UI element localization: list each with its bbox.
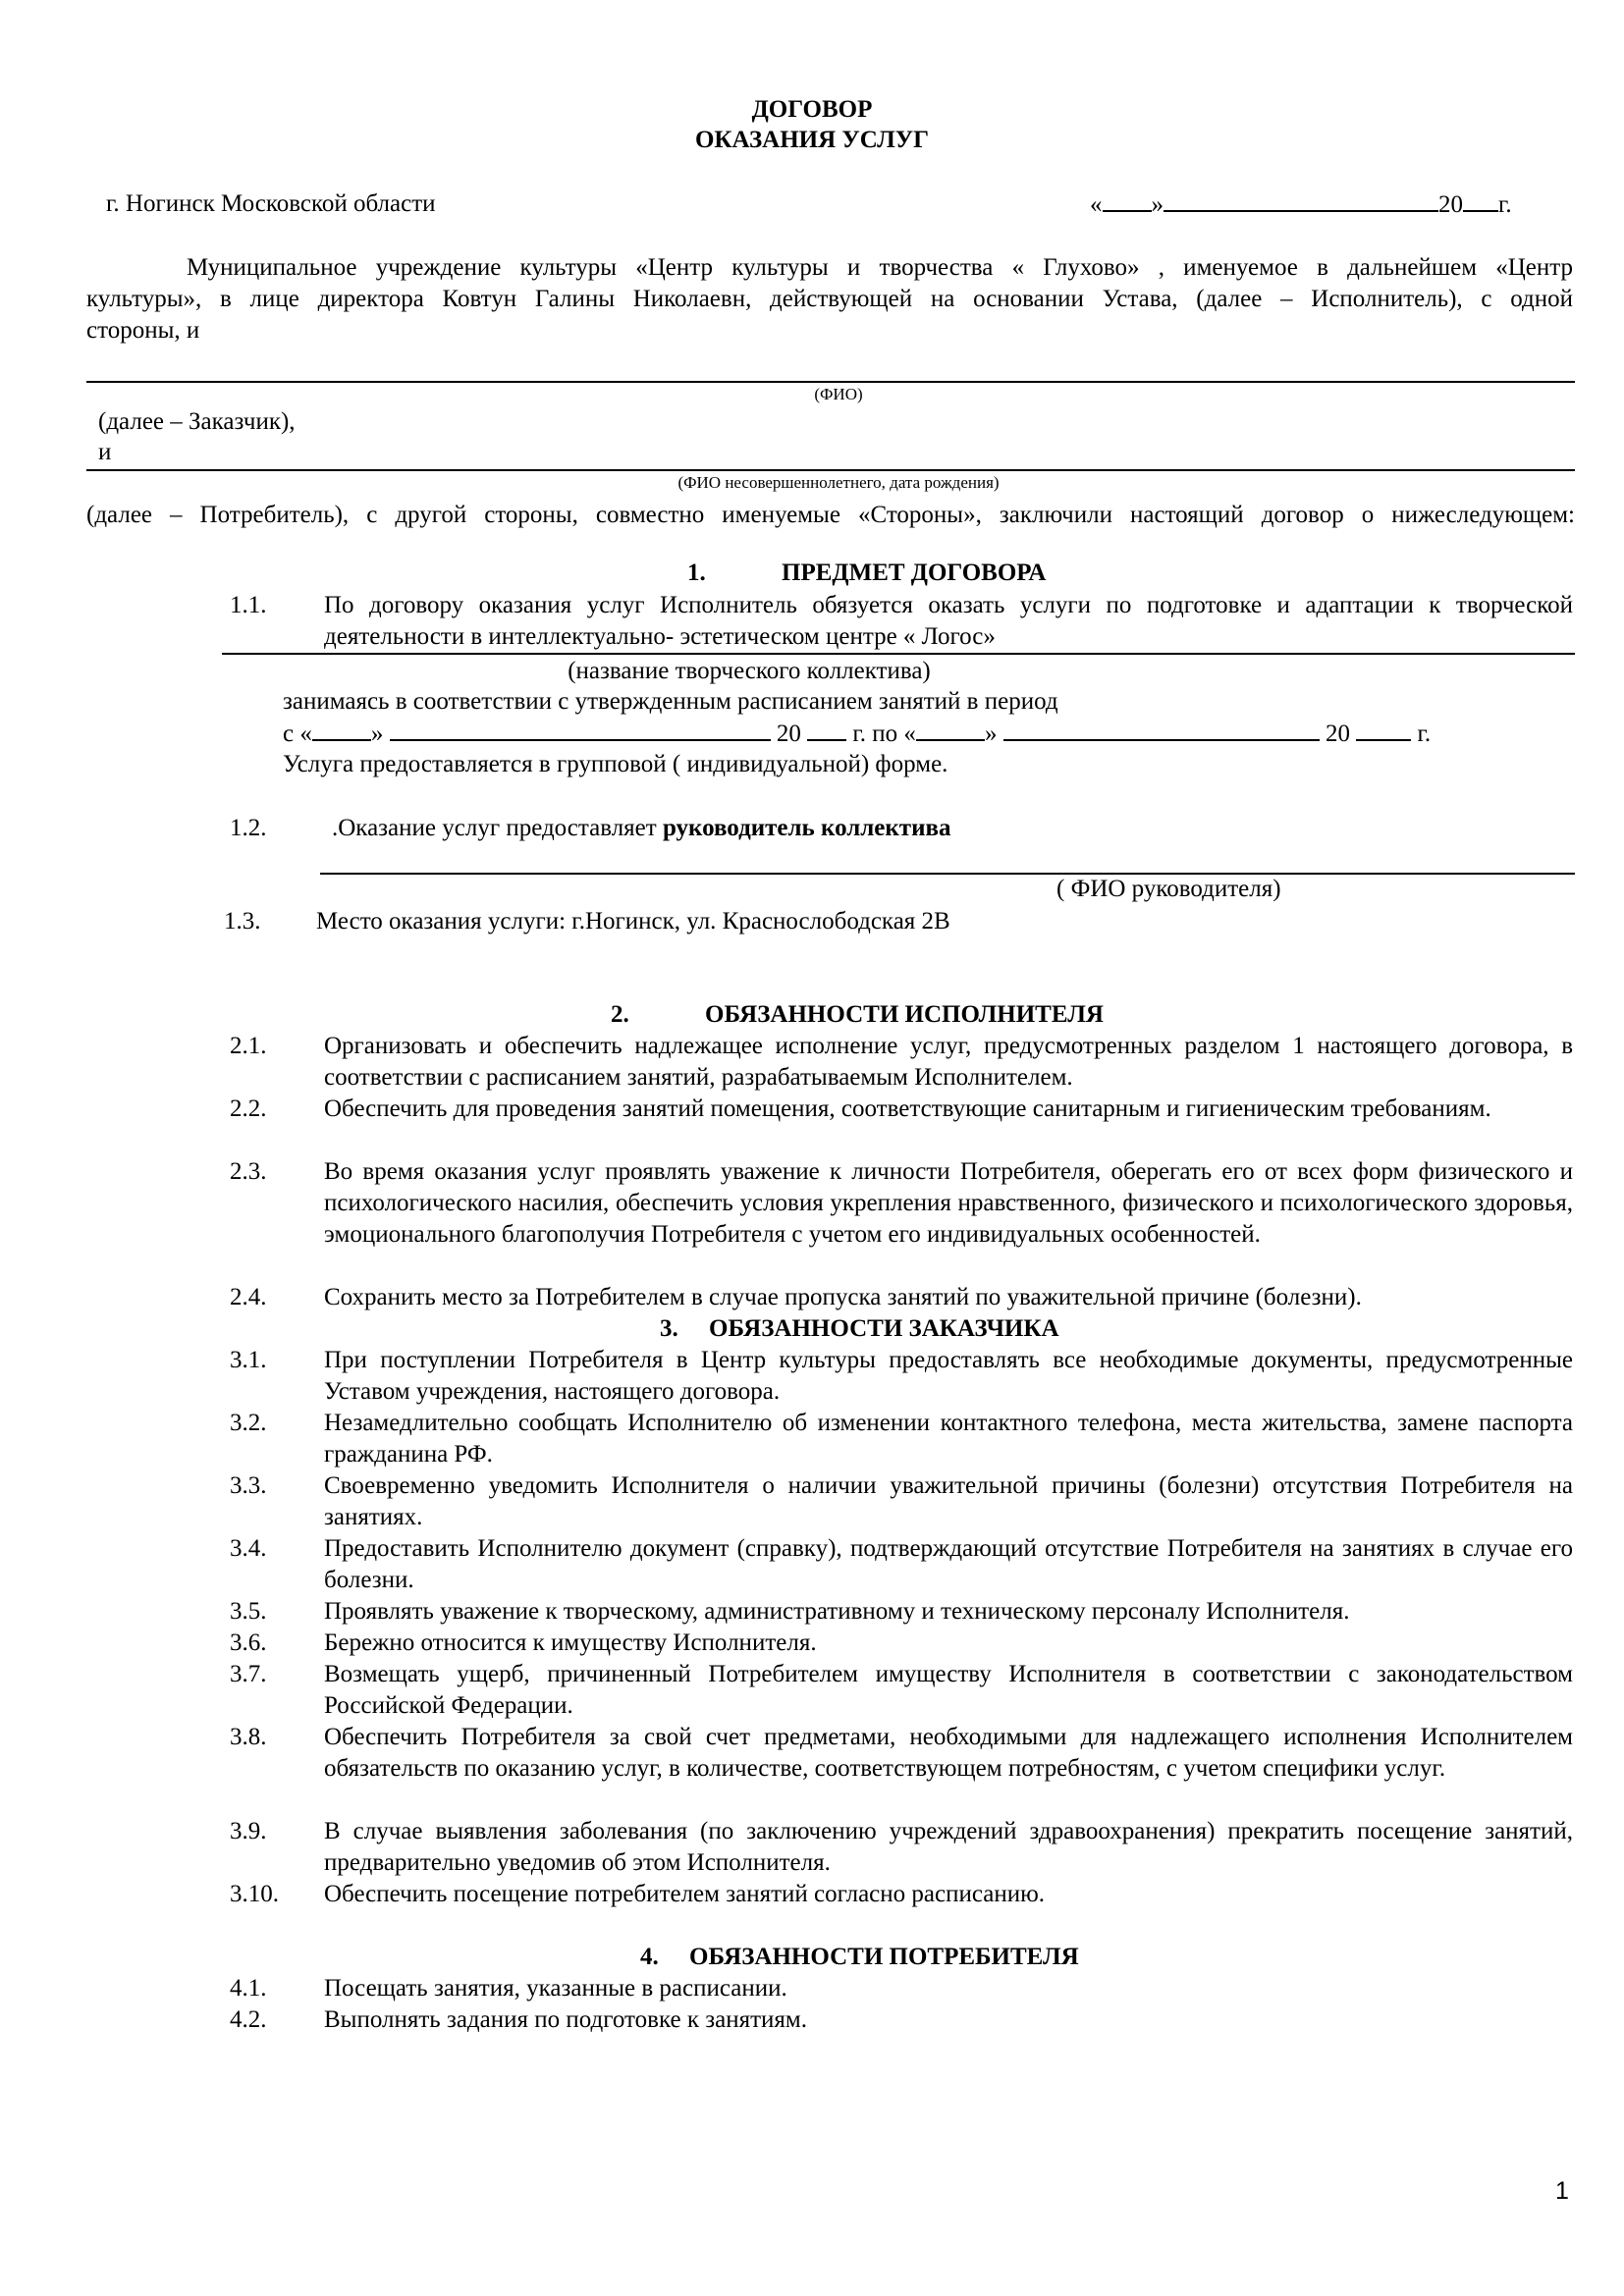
fio-label: (ФИО) bbox=[814, 385, 863, 403]
item-number: 3.5. bbox=[230, 1598, 267, 1625]
and-label: и bbox=[98, 439, 112, 465]
date-open-quote: « bbox=[1090, 191, 1103, 218]
item-number: 4.2. bbox=[230, 2006, 267, 2033]
item-text: Предоставить Исполнителю документ (справку), подтверждающий отсутствие Потребителя на занятиях в случае его болезни. bbox=[324, 1535, 1573, 1593]
period-to-month[interactable] bbox=[1003, 718, 1320, 741]
item-text: Место оказания услуги: г.Ногинск, ул. Краснослободская 2В bbox=[316, 908, 950, 934]
period-from-quote: » bbox=[370, 721, 384, 747]
collective-name-line[interactable] bbox=[222, 653, 1575, 655]
item-number: 2.1. bbox=[230, 1033, 267, 1059]
section-4-number: 4. bbox=[640, 1944, 659, 1970]
item-number: 2.4. bbox=[230, 1284, 267, 1310]
period-from-month[interactable] bbox=[390, 718, 771, 741]
period-from-day[interactable] bbox=[312, 718, 371, 741]
customer-fio-line[interactable] bbox=[86, 381, 1575, 383]
section-3-number: 3. bbox=[660, 1315, 678, 1342]
minor-fio-line[interactable] bbox=[86, 469, 1575, 471]
period-dates bbox=[283, 718, 1431, 750]
contract-place: г. Ногинск Московской области bbox=[106, 190, 436, 217]
contract-date bbox=[1090, 188, 1512, 221]
item-text: В случае выявления заболевания (по заключению учреждений здравоохранения) прекратить посещение занятий, предварительно уведомив об этом Исполнителя. bbox=[324, 1818, 1573, 1876]
parties-closing: (далее – Потребитель), с другой стороны, совместно именуемые «Стороны», заключили настоящий договор о нижеследующем: bbox=[86, 502, 1575, 528]
item-number: 1.1. bbox=[230, 592, 267, 618]
period-to-year[interactable] bbox=[1356, 718, 1411, 741]
item-number: 3.8. bbox=[230, 1724, 267, 1750]
item-text: Бережно относится к имуществу Исполнителя. bbox=[324, 1629, 817, 1656]
item-text: Во время оказания услуг проявлять уважение к личности Потребителя, оберегать его от всех форм физического и психологического насилия, обеспечить условия укрепления нравственного, физического и психологического здоровья, эмоционального благополучия Потребителя с учетом его индивидуальных особенностей. bbox=[324, 1158, 1573, 1248]
section-3-title: ОБЯЗАННОСТИ ЗАКАЗЧИКА bbox=[709, 1315, 1059, 1342]
item-number: 3.10. bbox=[230, 1881, 279, 1907]
leader-label: ( ФИО руководителя) bbox=[1056, 876, 1281, 902]
section-4-title: ОБЯЗАННОСТИ ПОТРЕБИТЕЛЯ bbox=[689, 1944, 1079, 1970]
item-number: 1.3. bbox=[224, 908, 261, 934]
item-number: 3.2. bbox=[230, 1410, 267, 1436]
item-text: Незамедлительно сообщать Исполнителю об изменении контактного телефона, места жительства, замене паспорта гражданина РФ. bbox=[324, 1410, 1573, 1468]
item-text: Возмещать ущерб, причиненный Потребителем имуществу Исполнителя в соответствии с законодательством Российской Федерации. bbox=[324, 1661, 1573, 1719]
item-text: Обеспечить для проведения занятий помещения, соответствующие санитарным и гигиеническим требованиям. bbox=[324, 1095, 1491, 1122]
date-year-suffix: г. bbox=[1498, 191, 1512, 218]
item-text: Выполнять задания по подготовке к занятиям. bbox=[324, 2006, 807, 2033]
section-1-title: ПРЕДМЕТ ДОГОВОРА bbox=[782, 560, 1047, 586]
section-1-number: 1. bbox=[687, 560, 706, 586]
date-month-blank[interactable] bbox=[1164, 188, 1438, 212]
period-from-year-prefix: 20 bbox=[776, 721, 801, 747]
period-to-quote: » bbox=[984, 721, 998, 747]
intro-line-3: стороны, и bbox=[86, 317, 200, 344]
period-to-day[interactable] bbox=[916, 718, 985, 741]
date-year-blank[interactable] bbox=[1463, 188, 1498, 212]
period-to-label: г. по « bbox=[852, 721, 916, 747]
item-number: 2.2. bbox=[230, 1095, 267, 1122]
date-close-quote: » bbox=[1151, 191, 1164, 218]
item-number: 3.3. bbox=[230, 1472, 267, 1499]
minor-fio-label: (ФИО несовершеннолетнего, дата рождения) bbox=[677, 473, 1000, 492]
item-text: Посещать занятия, указанные в расписании. bbox=[324, 1975, 787, 2002]
item-number: 2.3. bbox=[230, 1158, 267, 1185]
period-from-year[interactable] bbox=[807, 718, 846, 741]
item-number: 3.9. bbox=[230, 1818, 267, 1844]
period-to-year-suffix: г. bbox=[1417, 721, 1432, 747]
intro-line-2: культуры», в лице директора Ковтун Галины Николаевн, действующей на основании Устава, (далее – Исполнитель), с одной bbox=[86, 286, 1573, 312]
item-text: Проявлять уважение к творческому, административному и техническому персоналу Исполнителя. bbox=[324, 1598, 1350, 1625]
date-day-blank[interactable] bbox=[1103, 188, 1152, 212]
item-number: 4.1. bbox=[230, 1975, 267, 2002]
item-text: Сохранить место за Потребителем в случае пропуска занятий по уважительной причине (болезни). bbox=[324, 1284, 1362, 1310]
document-subtitle: ОКАЗАНИЯ УСЛУГ bbox=[694, 127, 930, 153]
date-year-prefix: 20 bbox=[1438, 191, 1463, 218]
collective-label: (название творческого коллектива) bbox=[568, 658, 931, 684]
item-number: 3.1. bbox=[230, 1347, 267, 1373]
item-text: Организовать и обеспечить надлежащее исполнение услуг, предусмотренных разделом 1 настоящего договора, в соответствии с расписанием занятий, разрабатываемым Исполнителем. bbox=[324, 1033, 1573, 1091]
item-text: Обеспечить посещение потребителем занятий согласно расписанию. bbox=[324, 1881, 1046, 1907]
customer-label: (далее – Заказчик), bbox=[98, 408, 296, 435]
period-from-label: с « bbox=[283, 721, 312, 747]
section-2-number: 2. bbox=[611, 1001, 629, 1028]
item-text: .Оказание услуг предоставляет руководитель коллектива bbox=[332, 815, 951, 841]
item-number: 3.7. bbox=[230, 1661, 267, 1687]
period-to-year-prefix: 20 bbox=[1325, 721, 1350, 747]
item-text: Своевременно уведомить Исполнителя о наличии уважительной причины (болезни) отсутствия Потребителя на занятиях. bbox=[324, 1472, 1573, 1530]
service-form-line: Услуга предоставляется в групповой ( индивидуальной) форме. bbox=[283, 751, 948, 777]
item-number: 3.4. bbox=[230, 1535, 267, 1562]
item-text: При поступлении Потребителя в Центр культуры предоставлять все необходимые документы, предусмотренные Уставом учреждения, настоящего договора. bbox=[324, 1347, 1573, 1405]
item-number: 1.2. bbox=[230, 815, 267, 841]
item-text: Обеспечить Потребителя за свой счет предметами, необходимыми для надлежащего исполнения Исполнителем обязательств по оказанию услуг, в количестве, соответствующем потребностям, с учетом специфики услуг. bbox=[324, 1724, 1573, 1782]
period-line: занимаясь в соответствии с утвержденным расписанием занятий в период bbox=[283, 688, 1058, 715]
document-title: ДОГОВОР bbox=[751, 96, 873, 123]
leader-fio-line[interactable] bbox=[320, 873, 1575, 875]
item-text: По договору оказания услуг Исполнитель обязуется оказать услуги по подготовке и адаптации к творческой деятельности в интеллектуально- эстетическом центре « Логос» bbox=[324, 592, 1573, 650]
item-number: 3.6. bbox=[230, 1629, 267, 1656]
section-2-title: ОБЯЗАННОСТИ ИСПОЛНИТЕЛЯ bbox=[705, 1001, 1104, 1028]
intro-line-1: Муниципальное учреждение культуры «Центр культуры и творчества « Глухово» , именуемое в дальнейшем «Центр bbox=[187, 254, 1573, 281]
page-number: 1 bbox=[1555, 2177, 1569, 2205]
